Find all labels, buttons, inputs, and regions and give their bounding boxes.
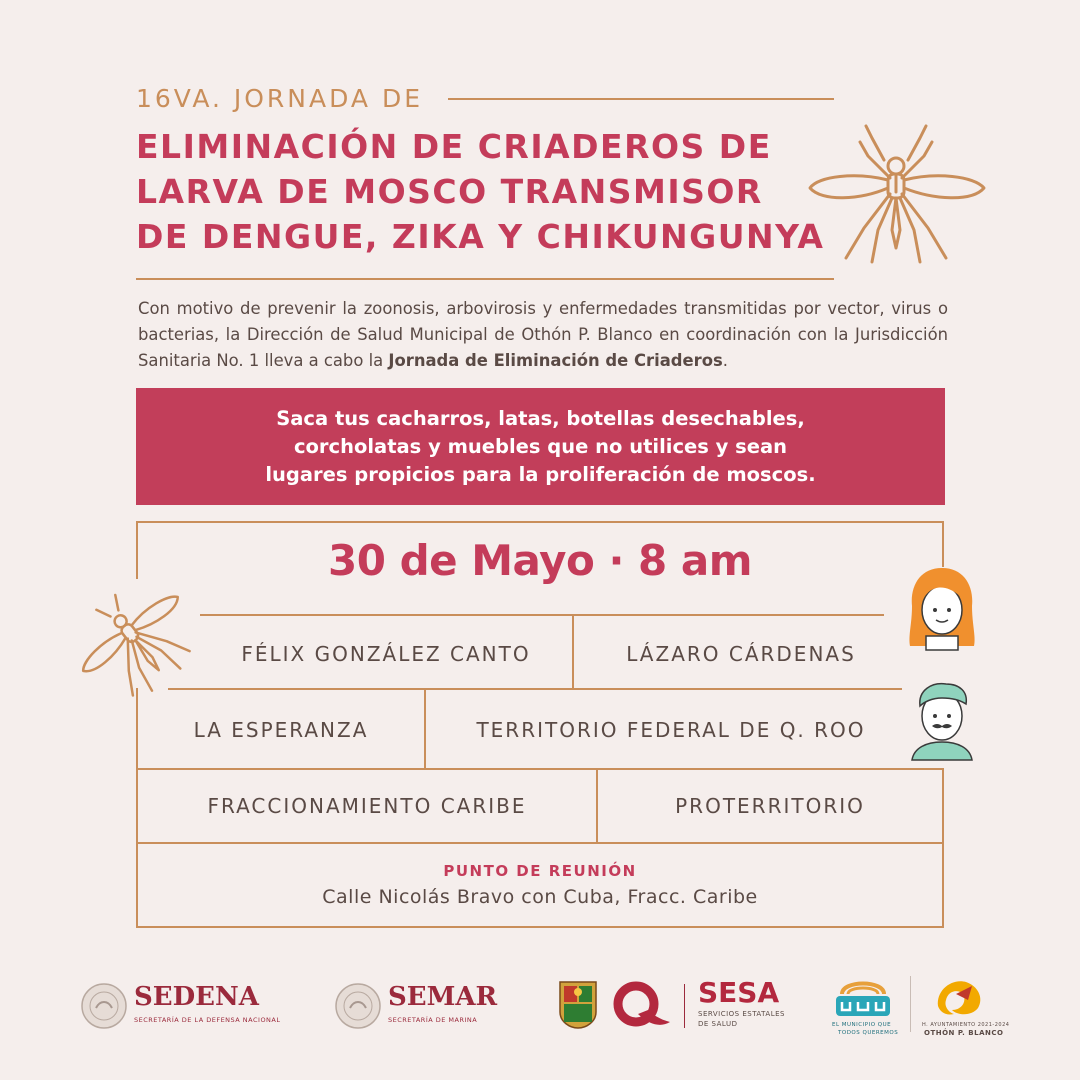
footer-divider [684, 984, 685, 1028]
sesa-logo-text: SESA [698, 976, 780, 1009]
footer-divider [910, 976, 911, 1032]
neighborhood-cell: LA ESPERANZA [193, 718, 369, 742]
grid-line [168, 688, 902, 690]
semar-subtitle: SECRETARÍA DE MARINA [388, 1016, 478, 1024]
sesa-subtitle-1: SERVICIOS ESTATALES [698, 1010, 785, 1018]
sesa-subtitle-2: DE SALUD [698, 1020, 738, 1028]
semar-logo-text: SEMAR [388, 982, 498, 1012]
neighborhood-cell: PROTERRITORIO [675, 794, 865, 818]
municipio-subtitle-2: TODOS QUEREMOS [838, 1030, 899, 1036]
meeting-point-address: Calle Nicolás Bravo con Cuba, Fracc. Caribe [322, 886, 758, 908]
banner-line-3: lugares propicios para la proliferación de moscos. [265, 462, 816, 486]
grid-line [136, 842, 944, 844]
ayuntamiento-subtitle-1: H. AYUNTAMIENTO 2021-2024 [922, 1022, 1010, 1028]
title-line-1: ELIMINACIÓN DE CRIADEROS DE [136, 127, 772, 166]
sedena-seal-icon [80, 982, 128, 1030]
neighborhood-cell: LÁZARO CÁRDENAS [626, 642, 856, 666]
page-title [136, 124, 825, 259]
grid-line [200, 614, 884, 616]
neighborhood-cell: FÉLIX GONZÁLEZ CANTO [241, 642, 531, 666]
mosquito-icon [74, 582, 198, 700]
mosquito-icon [806, 118, 990, 268]
intro-paragraph [138, 296, 948, 374]
sedena-subtitle: SECRETARÍA DE LA DEFENSA NACIONAL [134, 1016, 281, 1024]
grid-line [136, 521, 944, 523]
title-line-2: LARVA DE MOSCO TRANSMISOR [136, 172, 763, 211]
grid-line [136, 768, 944, 770]
intro-highlight: Jornada de Eliminación de Criaderos [388, 351, 723, 370]
ayuntamiento-logo-icon [932, 976, 986, 1018]
intro-end: . [722, 351, 728, 370]
banner-line-1: Saca tus cacharros, latas, botellas desechables, [276, 406, 805, 430]
call-to-action-banner [136, 388, 945, 505]
title-divider [136, 278, 834, 280]
meeting-point-label: PUNTO DE REUNIÓN [443, 862, 637, 880]
woman-avatar-icon [906, 566, 978, 652]
sedena-logo-text: SEDENA [134, 982, 259, 1012]
title-line-3: DE DENGUE, ZIKA Y CHIKUNGUNYA [136, 217, 825, 256]
municipio-subtitle-1: EL MUNICIPIO QUE [832, 1022, 892, 1028]
neighborhood-cell: FRACCIONAMIENTO CARIBE [207, 794, 527, 818]
quintana-roo-logo-icon [608, 980, 672, 1032]
kicker-divider [448, 98, 834, 100]
semar-seal-icon [334, 982, 382, 1030]
man-avatar-icon [906, 676, 978, 762]
grid-line [136, 926, 944, 928]
neighborhood-cell: TERRITORIO FEDERAL DE Q. ROO [476, 718, 866, 742]
state-shield-icon [558, 978, 598, 1030]
intro-text: Con motivo de prevenir la zoonosis, arbovirosis y enfermedades transmitidas por vector, virus o bacterias, la Dirección de Salud Municipal de Othón P. Blanco en coordinación con la Jurisdicción Sanitaria No. 1 lleva a cabo la [138, 299, 948, 370]
kicker-text: 16VA. JORNADA DE [136, 84, 424, 113]
event-date: 30 de Mayo · 8 am [328, 536, 752, 585]
banner-line-2: corcholatas y muebles que no utilices y sean [293, 434, 788, 458]
ayuntamiento-subtitle-2: OTHÓN P. BLANCO [924, 1029, 1004, 1037]
municipio-logo-icon [832, 972, 894, 1022]
